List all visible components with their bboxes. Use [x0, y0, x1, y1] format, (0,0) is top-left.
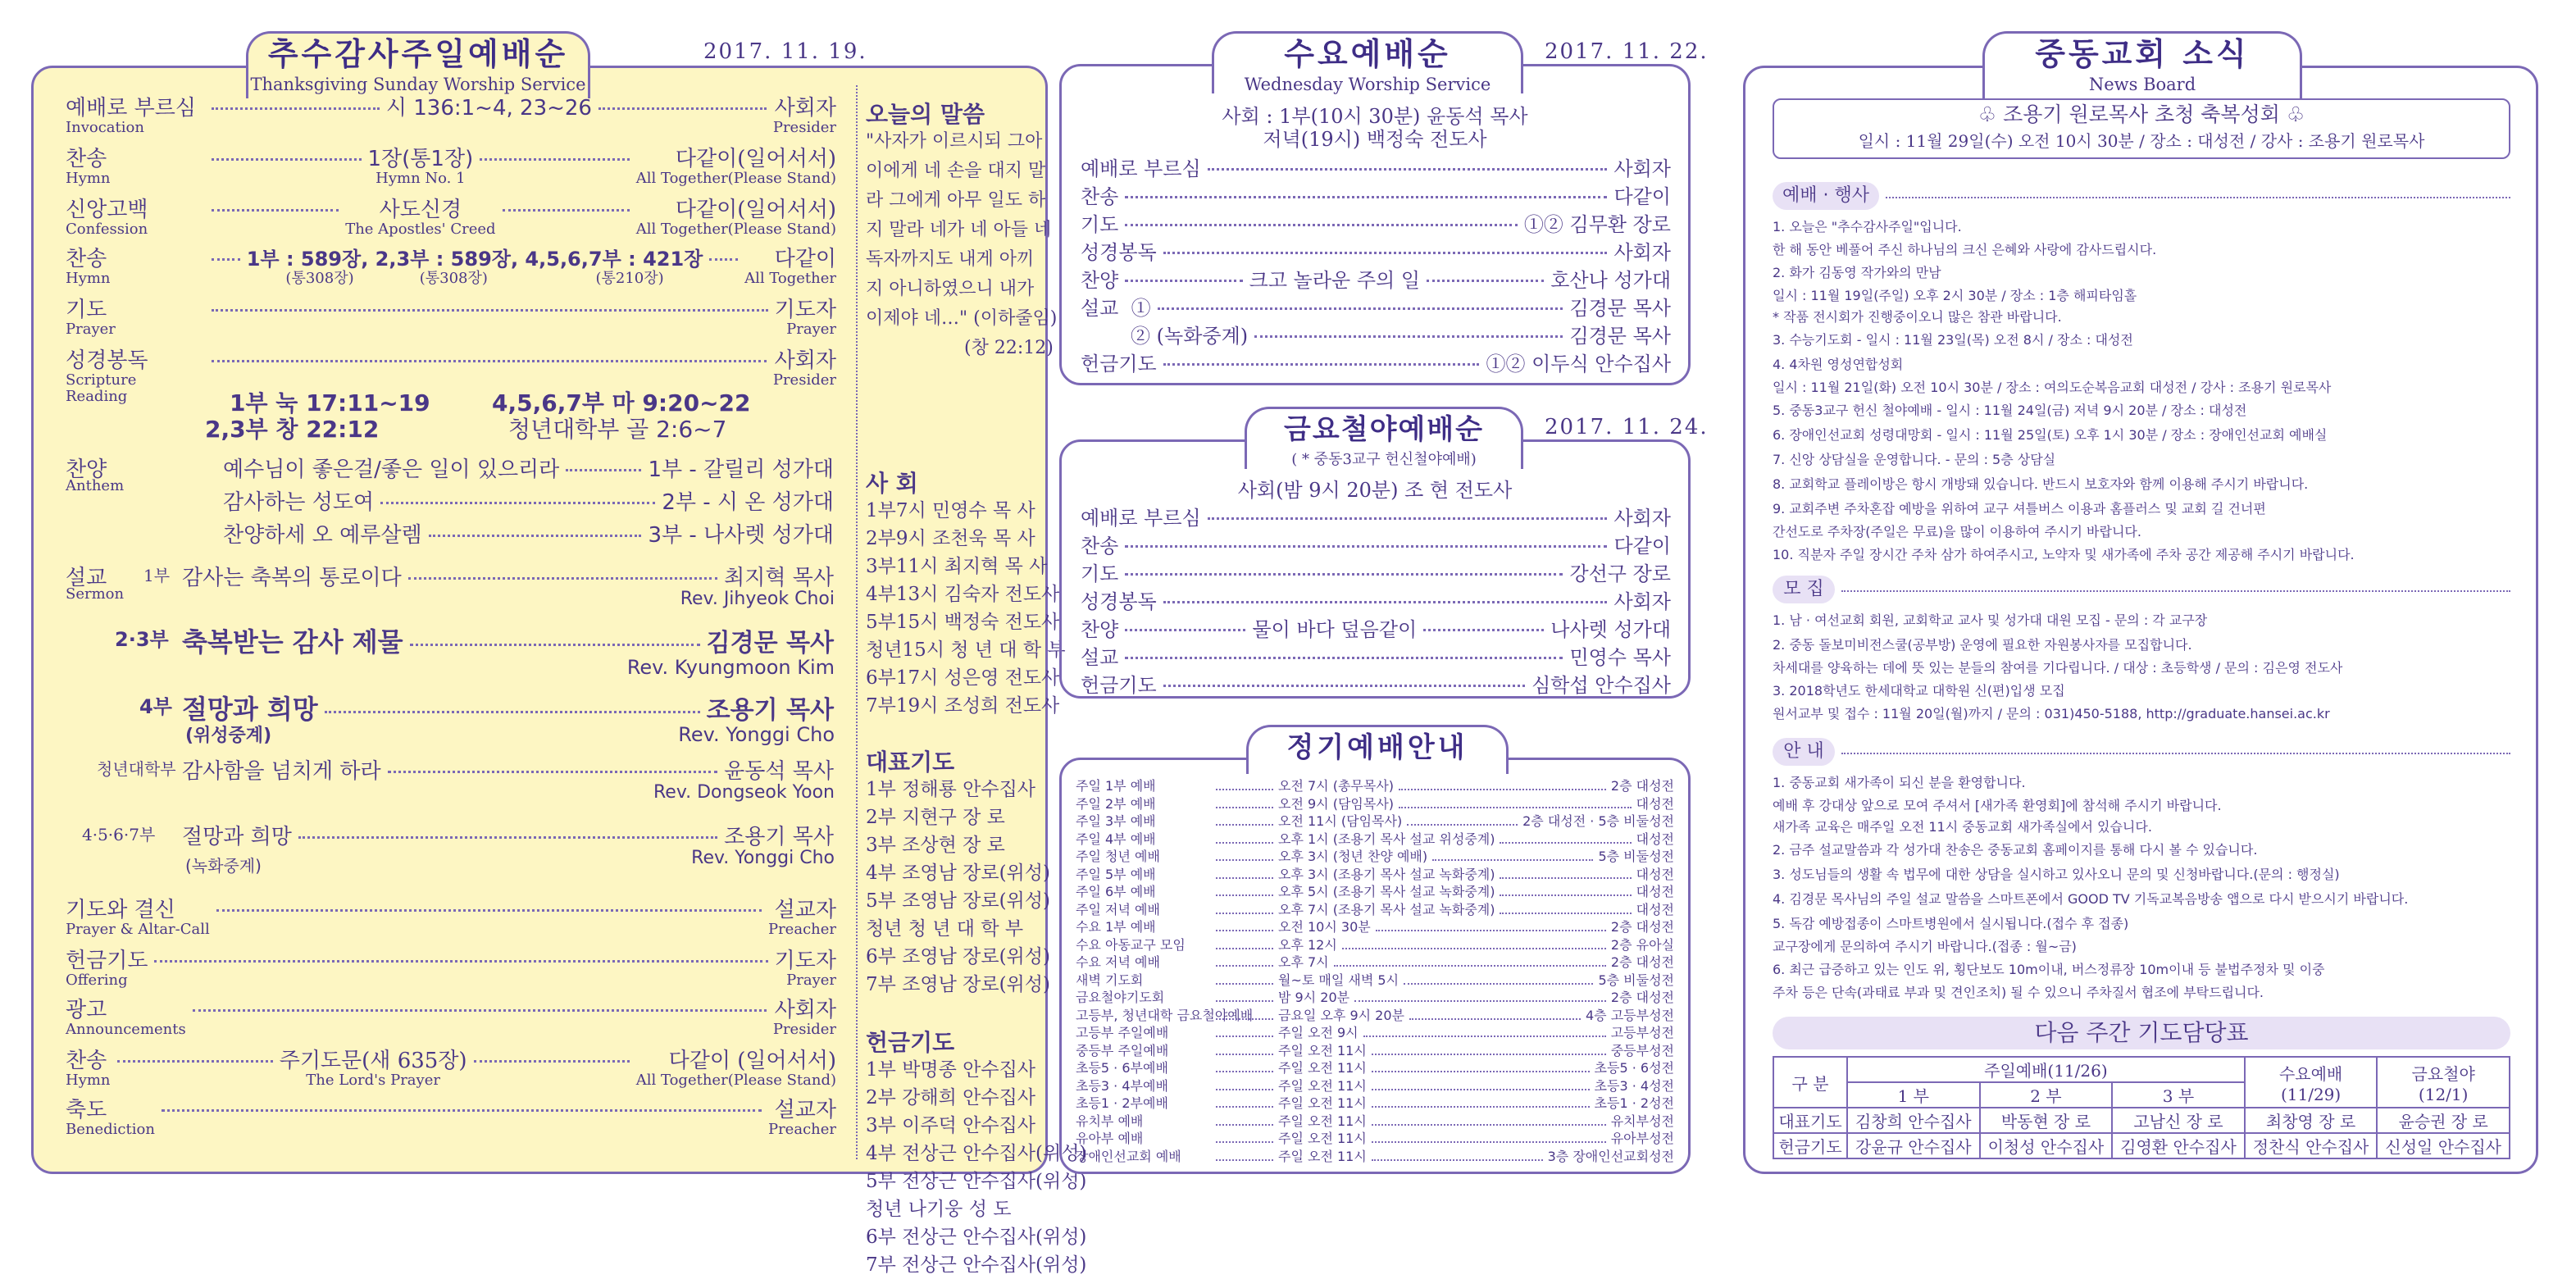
regular-service-row: 새벽 기도회 월~토 매일 새벽 5시 5층 비둘성전	[1076, 970, 1674, 989]
regular-service-row: 초등3 · 4부예배 주일 오전 11시 초등3 · 4성전	[1076, 1076, 1674, 1095]
news-item: 8. 교회학교 플레이방은 항시 개방돼 있습니다. 반드시 보호자와 함께 이용해 주시기 바랍니다.	[1773, 476, 2309, 492]
friday-title-tab	[1245, 407, 1523, 469]
sermon-preacher-en: Rev. Yonggi Cho	[678, 723, 835, 746]
news-item-detail: 주차 등은 단속(과태료 부과 및 견인조치) 될 수 있으니 주차질서 협조에 부탁드립니다.	[1773, 985, 2264, 1000]
section-divider	[1841, 753, 2510, 754]
wednesday-date: 2017. 11. 22.	[1545, 39, 1709, 64]
service-leader: 사회자 Presider	[772, 348, 836, 389]
news-item: 4. 김경문 목사님의 주일 설교 말씀을 스마트폰에서 GOOD TV 기독교복음방송 앱으로 다시 받으시기 바랍니다.	[1773, 891, 2409, 907]
sermon-preacher-en: Rev. Kyungmoon Kim	[626, 656, 835, 679]
regular-service-row: 초등5 · 6부예배 주일 오전 11시 초등5 · 6성전	[1076, 1058, 1674, 1076]
sermon-tag: 4·5·6·7부	[82, 825, 156, 844]
news-section-sec1: 예배 · 행사	[1773, 182, 1879, 210]
side-offering-line: 5부 전상근 안수집사(위성)	[866, 1171, 1087, 1192]
side-prayer-title: 대표기도	[866, 749, 955, 776]
wed-service-row: 예배로 부르심 사회자	[1081, 157, 1671, 180]
service-row	[66, 97, 836, 136]
regular-service-row: 고등부 주일예배 주일 오전 9시 고등부성전	[1076, 1022, 1674, 1041]
side-offering-title: 헌금기도	[866, 1029, 955, 1056]
scripture-reading: 1부 눅 17:11~19	[230, 389, 430, 416]
news-item-detail: 일시 : 11월 19일(주일) 오후 2시 30분 / 장소 : 1층 해피타임홀	[1773, 288, 2137, 303]
sermon-label-en: Sermon	[66, 585, 125, 603]
side-host-line: 6부17시 성은영 전도사	[866, 667, 1060, 689]
th-service-1: 1 부	[1847, 1082, 1980, 1108]
side-word-line: 지 말라 네가 네 아들 네	[866, 220, 1052, 240]
service-detail: 1장(통1장) Hymn No. 1	[367, 147, 474, 187]
news-item-detail: 일시 : 11월 21일(화) 오전 10시 30분 / 장소 : 여의도순복음교회 대성전 / 강사 : 조용기 원로목사	[1773, 380, 2332, 395]
service-leader: 사회자 Presider	[772, 998, 836, 1038]
friday-title: 금요철야예배순	[1284, 413, 1484, 446]
sermon-note: (위성중계)	[185, 726, 272, 746]
service-leader: 기도자 Prayer	[774, 298, 836, 338]
news-item: 2. 중동 돌보미비전스쿨(공부방) 운영에 필요한 자원봉사자를 모집합니다.	[1773, 637, 2192, 653]
table-row: 헌금기도 강윤규 안수집사 이청성 안수집사 김영환 안수집사 정찬식 안수집사 신성일 안수집사	[1773, 1133, 2510, 1158]
fri-service-row: 설교 민영수 목사	[1081, 646, 1671, 669]
thanksgiving-date: 2017. 11. 19.	[703, 39, 867, 64]
news-item: 2. 화가 김동영 작가와의 만남	[1773, 265, 1941, 280]
fri-service-row: 헌금기도 심학섭 안수집사	[1081, 674, 1671, 697]
wed-service-row: ② (녹화중계) 김경문 목사	[1081, 325, 1671, 348]
regular-service-row: 고등부, 청년대학 금요철야예배 금요일 오후 9시 20분 4층 고등부성전	[1076, 1005, 1674, 1024]
news-item-detail: 간선도로 주차장(주일은 무료)을 많이 이용하여 주시기 바랍니다.	[1773, 524, 2141, 539]
side-host-title: 사 회	[866, 470, 918, 497]
service-leader: 다같이(일어서서) All Together(Please Stand)	[635, 198, 836, 238]
service-row	[66, 198, 836, 238]
side-word-line: (창 22:12)	[964, 338, 1054, 358]
service-detail: 시 136:1~4, 23~26	[385, 96, 592, 121]
regular-service-row: 초등1 · 2부예배 주일 오전 11시 초등1 · 2성전	[1076, 1093, 1674, 1112]
sermon-tag: 청년대학부	[97, 759, 176, 779]
sermon-row: 감사함을 넘치게 하라 윤동석 목사	[182, 759, 834, 784]
regular-service-row: 주일 저녁 예배 오후 7시 (조용기 목사 설교 녹화중계) 대성전	[1076, 899, 1674, 918]
anthem-row: 감사하는 성도여 2부 - 시 온 성가대	[223, 490, 834, 515]
side-offering-line: 1부 박명종 안수집사	[866, 1059, 1035, 1081]
service-part: 신앙고백 Confession	[66, 198, 148, 238]
side-host-line: 2부9시 조천욱 목 사	[866, 528, 1035, 549]
side-word-line: 이제야 네…" (이하줄임)	[866, 308, 1058, 329]
service-row	[66, 899, 836, 938]
thanksgiving-title-tab	[246, 31, 590, 98]
wed-service-row: 찬송 다같이	[1081, 185, 1671, 208]
side-prayer-line: 5부 조영남 장로(위성)	[866, 890, 1050, 912]
service-leader: 다같이 (일어서서) All Together(Please Stand)	[635, 1049, 837, 1089]
th-section: 구 분	[1773, 1057, 1847, 1108]
regular-service-row: 유치부 예배 주일 오전 11시 유치부성전	[1076, 1111, 1674, 1130]
sermon-tag: 4부	[139, 695, 172, 718]
anthem-label: 찬양	[66, 457, 107, 482]
side-prayer-line: 6부 조영남 장로(위성)	[866, 946, 1050, 967]
side-prayer-line: 3부 조상현 장 로	[866, 835, 1005, 856]
news-item: 7. 신앙 상담실을 운영합니다. - 문의 : 5층 상담실	[1773, 452, 2056, 467]
service-leader: 다같이 All Together	[744, 247, 837, 287]
side-host-line: 4부13시 김숙자 전도사	[866, 584, 1060, 605]
service-part: 헌금기도 Offering	[66, 949, 148, 989]
news-item-detail: * 작품 전시회가 진행중이오니 많은 참관 바랍니다.	[1773, 309, 2062, 325]
sermon-note: (녹화중계)	[185, 856, 262, 876]
prayer-table-title-bar	[1773, 1017, 2510, 1049]
side-prayer-line: 1부 정해룡 안수집사	[866, 779, 1035, 800]
regular-service-row: 주일 청년 예배 오후 3시 (청년 찬양 예배) 5층 비둘성전	[1076, 846, 1674, 865]
regular-service-row: 장애인선교회 예배 주일 오전 11시 3층 장애인선교회성전	[1076, 1146, 1674, 1165]
service-part: 예배로 부르심 Invocation	[66, 96, 196, 136]
side-offering-line: 3부 이주덕 안수집사	[866, 1115, 1035, 1136]
wed-service-row: 헌금기도 ①② 이두식 안수집사	[1081, 353, 1671, 376]
service-part: 성경봉독 Scripture Reading	[66, 348, 148, 405]
service-detail: 사도신경 The Apostles' Creed	[345, 198, 496, 238]
th-service-3: 3 부	[2112, 1082, 2245, 1108]
regular-service-row: 주일 6부 예배 오후 5시 (조용기 목사 설교 녹화중계) 대성전	[1076, 881, 1674, 900]
service-row	[66, 949, 836, 989]
sermon-tag: 1부	[143, 566, 171, 585]
wed-service-row: 성경봉독 사회자	[1081, 241, 1671, 264]
sermon-preacher-en: Rev. Dongseok Yoon	[653, 782, 835, 803]
service-leader: 설교자 Preacher	[767, 1098, 836, 1138]
service-detail: 1부 : 589장, 2,3부 : 589장, 4,5,6,7부 : 421장 (통308장) (통308장) (통210장)	[246, 248, 703, 287]
wed-service-row: 설교 ① 김경문 목사	[1081, 297, 1671, 320]
news-item-detail: 차세대를 양육하는 데에 뜻 있는 분들의 참여를 기다립니다. / 대상 : 초등학생 / 문의 : 김은영 전도사	[1773, 660, 2343, 676]
news-banner-line: 일시 : 11월 29일(수) 오전 10시 30분 / 장소 : 대성전 / 강사 : 조용기 원로목사	[1858, 131, 2425, 151]
regular-title-tab	[1246, 725, 1509, 774]
news-subtitle: News Board	[2088, 75, 2196, 94]
wed-service-row: 기도 ①② 김무환 장로	[1081, 213, 1671, 236]
side-divider	[856, 85, 858, 1159]
news-banner-title: ♧ 조용기 원로목사 초청 축복성회 ♧	[1978, 102, 2305, 126]
news-section-sec3: 안 내	[1773, 738, 1835, 766]
regular-service-row: 주일 2부 예배 오전 9시 (담임목사) 대성전	[1076, 794, 1674, 812]
news-item: 10. 직분자 주일 장시간 주차 삼가 하여주시고, 노약자 및 새가족에 주차 공간 제공해 주시기 바랍니다.	[1773, 547, 2355, 562]
fri-service-row: 예배로 부르심 사회자	[1081, 507, 1671, 530]
news-section-sec2: 모 집	[1773, 576, 1835, 603]
service-leader: 다같이(일어서서) All Together(Please Stand)	[635, 147, 836, 187]
regular-title: 정기예배안내	[1286, 731, 1468, 764]
fri-service-row: 성경봉독 사회자	[1081, 590, 1671, 613]
side-word-line: 이에게 네 손을 대지 말	[866, 161, 1046, 181]
th-friday: 금요철야 (12/1)	[2377, 1057, 2510, 1108]
news-title: 중동교회 소식	[2035, 36, 2250, 72]
th-wednesday: 수요예배 (11/29)	[2245, 1057, 2378, 1108]
service-leader: 사회자 Presider	[772, 96, 836, 136]
scripture-reading: 4,5,6,7부 마 9:20~22	[492, 389, 751, 416]
anthem-row: 예수님이 좋은걸/좋은 일이 있으리라 1부 - 갈릴리 성가대	[223, 457, 834, 482]
service-part: 광고 Announcements	[66, 998, 186, 1038]
side-offering-line: 4부 전상근 안수집사(위성)	[866, 1143, 1087, 1164]
regular-service-row: 중등부 주일예배 주일 오전 11시 중등부성전	[1076, 1040, 1674, 1059]
news-item-detail: 원서교부 및 접수 : 11월 20일(월)까지 / 문의 : 031)450-5188, http://graduate.hansei.ac.kr	[1773, 706, 2330, 721]
th-service-2: 2 부	[1980, 1082, 2113, 1108]
news-item: 3. 성도님들의 생활 속 법무에 대한 상담을 실시하고 있사오니 문의 및 신청바랍니다.(문의 : 행정실)	[1773, 867, 2340, 882]
prayer-duty-table	[1773, 1056, 2510, 1159]
service-leader: 기도자 Prayer	[774, 949, 836, 989]
side-offering-line: 청년 나기웅 성 도	[866, 1199, 1012, 1220]
wed-service-row: 찬양 크고 놀라운 주의 일 호산나 성가대	[1081, 269, 1671, 292]
side-word-line: 라 그에게 아무 일도 하	[866, 190, 1046, 211]
side-host-line: 3부11시 최지혁 목 사	[866, 556, 1048, 577]
wednesday-host-2: 저녁(19시) 백정숙 전도사	[1263, 128, 1487, 151]
wednesday-title-tab	[1212, 31, 1523, 93]
service-part: 찬송 Hymn	[66, 1049, 111, 1089]
service-detail: 주기도문(새 635장) The Lord's Prayer	[279, 1049, 467, 1089]
th-sunday: 주일예배(11/26)	[1847, 1057, 2245, 1082]
side-host-line: 청년15시 청 년 대 학 부	[866, 640, 1066, 661]
regular-service-row: 주일 4부 예배 오후 1시 (조용기 목사 설교 위성중계) 대성전	[1076, 829, 1674, 848]
news-item: 5. 중동3교구 헌신 철야예배 - 일시 : 11월 24일(금) 저녁 9시 20분 / 장소 : 대성전	[1773, 403, 2247, 418]
side-word-line: "사자가 이르시되 그아	[866, 131, 1043, 152]
side-host-line: 1부7시 민영수 목 사	[866, 500, 1035, 521]
regular-service-row: 수요 저녁 예배 오후 7시 2층 대성전	[1076, 952, 1674, 971]
friday-date: 2017. 11. 24.	[1545, 415, 1709, 439]
regular-service-row: 주일 5부 예배 오후 3시 (조용기 목사 설교 녹화중계) 대성전	[1076, 864, 1674, 883]
scripture-reading: 청년대학부 골 2:6~7	[508, 416, 727, 443]
regular-service-row: 유아부 예배 주일 오전 11시 유아부성전	[1076, 1128, 1674, 1147]
regular-service-row: 주일 1부 예배 오전 7시 (총무목사) 2층 대성전	[1076, 776, 1674, 794]
news-item: 5. 독감 예방접종이 스마트병원에서 실시됩니다.(접수 후 접종)	[1773, 916, 2129, 931]
service-leader: 설교자 Preacher	[767, 898, 836, 938]
side-host-line: 7부19시 조성희 전도사	[866, 695, 1060, 717]
side-prayer-line: 4부 조영남 장로(위성)	[866, 863, 1050, 884]
side-prayer-line: 7부 조영남 장로(위성)	[866, 974, 1050, 995]
news-item-detail: 교구장에게 문의하여 주시기 바랍니다.(접종 : 월~금)	[1773, 939, 2077, 954]
service-part: 찬송 Hymn	[66, 147, 111, 187]
sermon-label: 설교	[66, 566, 107, 590]
news-title-tab	[1982, 31, 2302, 98]
wednesday-title: 수요예배순	[1284, 36, 1451, 72]
wednesday-host-1: 사회 : 1부(10시 30분) 윤동석 목사	[1222, 105, 1528, 128]
wednesday-subtitle: Wednesday Worship Service	[1244, 75, 1491, 94]
sermon-preacher-en: Rev. Jihyeok Choi	[680, 589, 835, 609]
side-offering-line: 2부 강해희 안수집사	[866, 1087, 1035, 1108]
sermon-tag: 2·3부	[115, 628, 169, 651]
news-item-detail: 새가족 교육은 매주일 오전 11시 중동교회 새가족실에서 있습니다.	[1773, 819, 2152, 835]
news-item: 4. 4차원 영성연합성회	[1773, 357, 1904, 372]
prayer-table-title: 다음 주간 기도담당표	[2034, 1019, 2249, 1046]
sermon-row: 절망과 희망 조용기 목사	[182, 694, 834, 725]
sermon-row: 감사는 축복의 통로이다 최지혁 목사	[182, 566, 834, 590]
scripture-reading: 2,3부 창 22:12	[205, 416, 380, 443]
sermon-row: 축복받는 감사 제물 김경문 목사	[182, 626, 834, 658]
regular-service-row: 수요 아동교구 모임 오후 12시 2층 유아실	[1076, 935, 1674, 954]
news-item: 3. 2018학년도 한세대학교 대학원 신(편)입생 모집	[1773, 683, 2065, 699]
section-divider	[1841, 590, 2510, 592]
news-item-detail: 예배 후 강대상 앞으로 모여 주셔서 [새가족 환영회]에 참석해 주시기 바랍니다.	[1773, 798, 2222, 813]
service-row	[66, 148, 836, 187]
service-row	[66, 1099, 836, 1138]
service-part: 기도 Prayer	[66, 298, 116, 338]
friday-subtitle: ( * 중동3교구 헌신철야예배)	[1291, 451, 1477, 468]
fri-service-row: 찬양 물이 바다 덮음같이 나사렛 성가대	[1081, 618, 1671, 641]
fri-service-row: 기도 강선구 장로	[1081, 562, 1671, 585]
news-item: 3. 수능기도회 - 일시 : 11월 23일(목) 오전 8시 / 장소 : 대성전	[1773, 332, 2133, 348]
side-word-title: 오늘의 말씀	[866, 101, 985, 128]
anthem-label-en: Anthem	[66, 477, 125, 494]
news-item: 1. 중동교회 새가족이 되신 분을 환영합니다.	[1773, 775, 2026, 790]
news-item-detail: 한 해 동안 베풀어 주신 하나님의 크신 은혜와 사랑에 감사드립시다.	[1773, 242, 2157, 257]
side-prayer-line: 2부 지현구 장 로	[866, 807, 1005, 828]
friday-host: 사회(밤 9시 20분) 조 현 전도사	[1237, 479, 1513, 502]
side-word-line: 지 아니하였으니 내가	[866, 279, 1035, 299]
side-offering-line: 6부 전상근 안수집사(위성)	[866, 1227, 1087, 1248]
service-row	[66, 999, 836, 1038]
regular-service-row: 금요철야기도회 밤 9시 20분 2층 대성전	[1076, 987, 1674, 1006]
service-row	[66, 248, 836, 287]
news-item: 2. 금주 설교말씀과 각 성가대 찬송은 중동교회 홈페이지를 통해 다시 볼 수 있습니다.	[1773, 842, 2258, 858]
table-row: 대표기도 김창희 안수집사 박동현 장 로 고남신 장 로 최창영 장 로 윤승권 장 로	[1773, 1108, 2510, 1133]
service-row	[66, 1049, 836, 1089]
side-prayer-line: 청년 청 년 대 학 부	[866, 918, 1024, 940]
side-offering-line: 7부 전상근 안수집사(위성)	[866, 1254, 1087, 1276]
news-item: 1. 오늘은 "추수감사주일"입니다.	[1773, 219, 1962, 234]
thanksgiving-subtitle: Thanksgiving Sunday Worship Service	[250, 75, 586, 94]
sermon-row: 절망과 희망 조용기 목사	[182, 825, 834, 849]
fri-service-row: 찬송 다같이	[1081, 535, 1671, 558]
regular-service-row: 주일 3부 예배 오전 11시 (담임목사) 2층 대성전 · 5층 비둘성전	[1076, 811, 1674, 830]
service-part: 기도와 결신 Prayer & Altar-Call	[66, 898, 210, 938]
anthem-row: 찬양하세 오 예루살렘 3부 - 나사렛 성가대	[223, 523, 834, 548]
news-banner	[1773, 98, 2510, 159]
side-host-line: 5부15시 백정숙 전도사	[866, 612, 1060, 633]
sermon-preacher-en: Rev. Yonggi Cho	[691, 848, 835, 868]
news-item: 6. 최근 급증하고 있는 인도 위, 횡단보도 10m이내, 버스정류장 10m이내 등 불법주정차 및 이중	[1773, 962, 2325, 977]
side-word-line: 독자까지도 내게 아끼	[866, 249, 1035, 270]
news-item: 9. 교회주변 주차혼잡 예방을 위하여 교구 셔틀버스 이용과 홈플러스 및 교회 길 건너편	[1773, 501, 2266, 517]
service-part: 축도 Benediction	[66, 1098, 155, 1138]
service-part: 찬송 Hymn	[66, 247, 111, 287]
regular-service-row: 수요 1부 예배 오전 10시 30분 2층 대성전	[1076, 917, 1674, 935]
thanksgiving-title: 추수감사주일예배순	[267, 36, 569, 72]
news-item: 1. 남 · 여선교회 회원, 교회학교 교사 및 성가대 대원 모집 - 문의 : 각 교구장	[1773, 612, 2208, 628]
section-divider	[1886, 197, 2510, 198]
news-item: 6. 장애인선교회 성령대망회 - 일시 : 11월 25일(토) 오후 1시 30분 / 장소 : 장애인선교회 예배실	[1773, 427, 2328, 443]
service-row	[66, 298, 836, 338]
